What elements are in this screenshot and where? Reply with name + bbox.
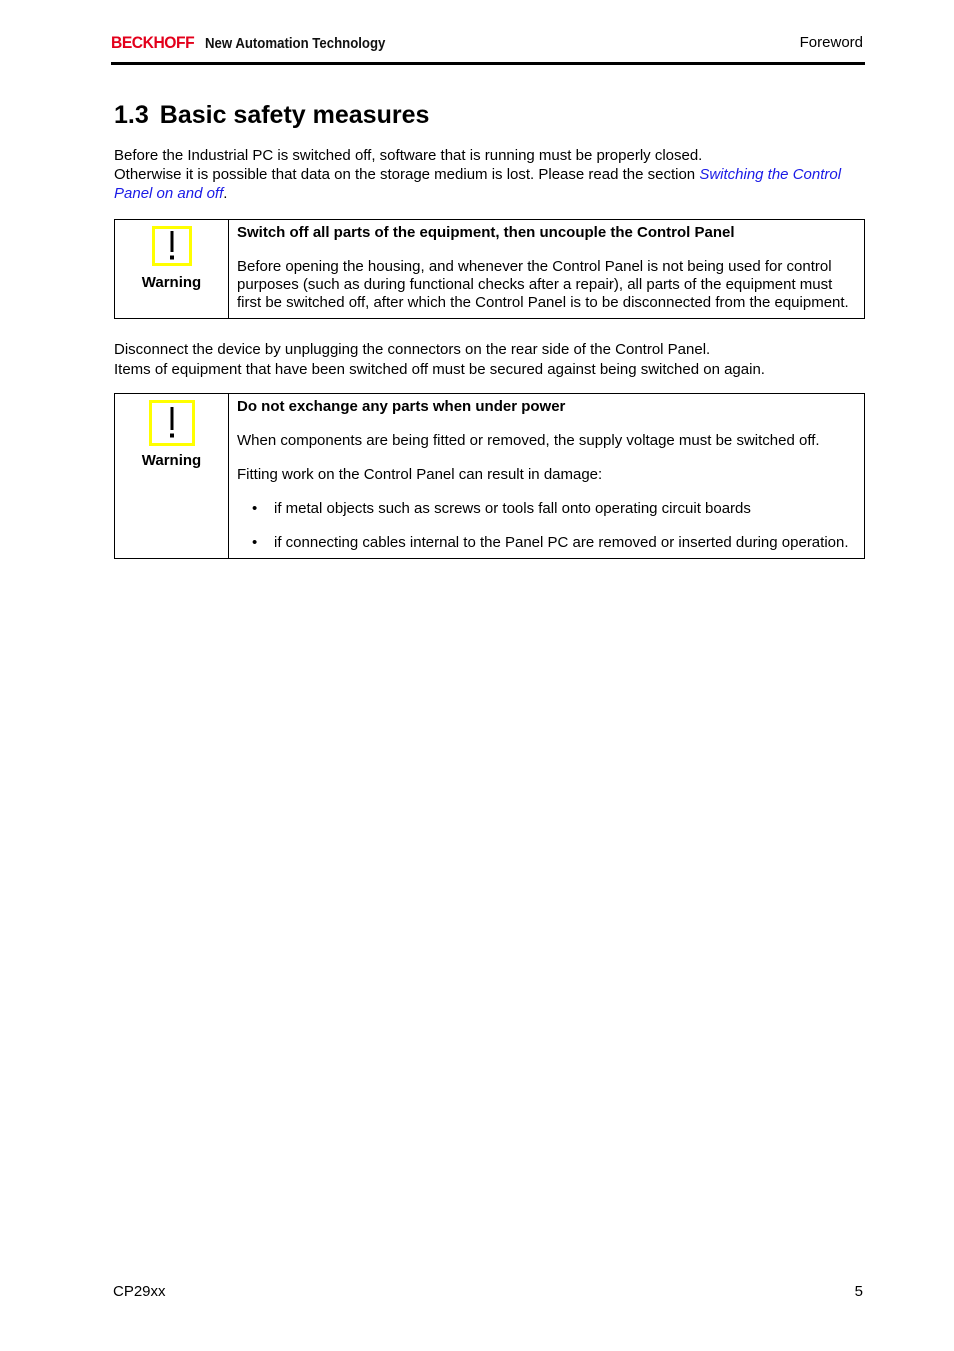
warning-label: Warning [141, 274, 202, 291]
warning-title: Do not exchange any parts when under power [237, 398, 566, 415]
page-header [111, 30, 865, 65]
disconnect-line-2: Items of equipment that have been switched off must be secured against being switched on again. [114, 361, 765, 378]
footer-page-number: 5 [854, 1283, 863, 1300]
warning-text-2: Fitting work on the Control Panel can result in damage: [237, 466, 603, 483]
warning-box-power-off [114, 219, 865, 319]
list-item: • if connecting cables internal to the Panel PC are removed or inserted during operation. [274, 534, 856, 552]
warning-icon-cell [115, 394, 229, 559]
warning-title: Switch off all parts of the equipment, then uncouple the Control Panel [237, 224, 735, 241]
warning-box-no-exchange [114, 393, 865, 559]
disconnect-line-1: Disconnect the device by unplugging the connectors on the rear side of the Control Panel. [114, 341, 711, 358]
damage-causes-list [237, 500, 856, 552]
beckhoff-logo [111, 33, 410, 53]
intro-line-2-prefix: Otherwise it is possible that data on the storage medium is lost. Please read the section [114, 166, 700, 183]
section-heading [114, 98, 864, 132]
warning-text-cell [229, 220, 865, 319]
footer-product: CP29xx [113, 1283, 166, 1300]
disconnect-paragraph [114, 340, 864, 380]
warning-text: Before opening the housing, and whenever the Control Panel is not being used for control purposes (such as during functional checks after a repair), all parts of the equipment must first be switched off, after which the Control Panel is to be disconnected from the equipment. [237, 258, 849, 311]
logo-tagline: New Automation Technology [205, 35, 386, 52]
warning-exclamation-icon [152, 226, 192, 266]
warning-label: Warning [141, 452, 202, 469]
intro-paragraph [114, 146, 864, 203]
intro-line-1: Before the Industrial PC is switched off, software that is running must be properly closed. [114, 147, 703, 164]
list-item: • if metal objects such as screws or tools fall onto operating circuit boards [274, 500, 856, 518]
page-content [114, 98, 864, 559]
section-number: 1.3 [114, 101, 149, 129]
header-section-title: Foreword [799, 34, 863, 51]
intro-line-2-suffix: . [223, 185, 228, 202]
section-title: Basic safety measures [159, 101, 430, 129]
warning-icon-cell [115, 220, 229, 319]
switching-control-panel-link[interactable]: Switching the Control Panel on and off [114, 166, 842, 202]
warning-text-1: When components are being fitted or removed, the supply voltage must be switched off. [237, 432, 820, 449]
warning-text-cell [229, 394, 865, 559]
warning-exclamation-icon [149, 400, 195, 446]
logo-brand: BECKHOFF [111, 33, 195, 52]
